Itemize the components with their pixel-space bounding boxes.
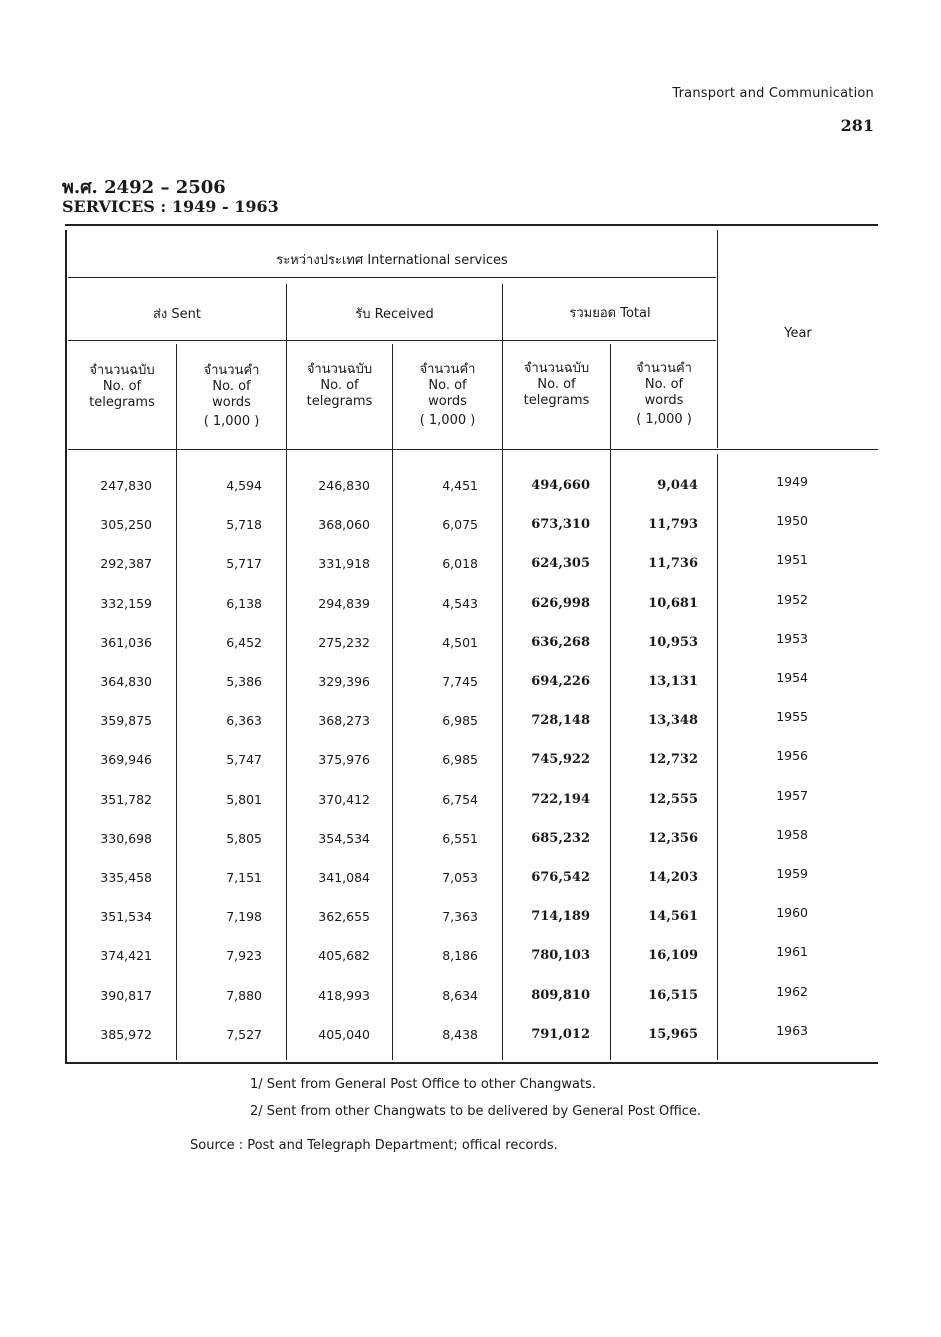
received-telegrams-cell: 329,396 (318, 674, 370, 689)
year-cell: 1951 (776, 552, 808, 567)
sent-words-cell: 7,923 (226, 948, 262, 963)
total-telegrams-cell: 626,998 (531, 596, 590, 611)
total-words-cell: 12,356 (648, 831, 698, 846)
year-cell: 1949 (776, 474, 808, 489)
year-cell: 1963 (776, 1023, 808, 1038)
total-telegrams-cell: 728,148 (531, 713, 590, 728)
sent-telegrams-cell: 359,875 (100, 713, 152, 728)
year-cell: 1959 (776, 866, 808, 881)
received-words-cell: 4,543 (442, 596, 478, 611)
received-words-cell: 6,985 (442, 752, 478, 767)
sent-telegrams-cell: 335,458 (100, 870, 152, 885)
col-received-words-header (393, 362, 502, 429)
total-words-cell: 13,131 (648, 674, 698, 689)
sent-words-cell: 4,594 (226, 478, 262, 493)
total-words-cell: 14,561 (648, 909, 698, 924)
subgroup-header-rule (68, 340, 716, 341)
sent-words-cell: 7,198 (226, 909, 262, 924)
sent-words-cell: 6,363 (226, 713, 262, 728)
header-en2: telegrams (306, 394, 373, 409)
sent-header: ส่ง Sent (152, 307, 201, 322)
header-thai: จำนวนฉบับ (89, 363, 155, 378)
footnote-2: 2/ Sent from other Changwats to be delivered by General Post Office. (250, 1104, 702, 1119)
total-telegrams-cell: 624,305 (531, 556, 590, 571)
received-telegrams-cell: 405,682 (318, 948, 370, 963)
received-words-cell: 8,186 (442, 948, 478, 963)
received-telegrams-cell: 246,830 (318, 478, 370, 493)
total-telegrams-cell: 780,103 (531, 948, 590, 963)
header-thai: จำนวนฉบับ (523, 361, 590, 376)
total-words-cell: 12,732 (648, 752, 698, 767)
header-en1: No. of (644, 377, 684, 392)
group-header-rule (68, 277, 716, 278)
received-words-cell: 6,075 (442, 517, 478, 532)
received-words-cell: 6,754 (442, 792, 478, 807)
total-words-cell: 12,555 (648, 792, 698, 807)
total-words-cell: 11,793 (648, 517, 698, 532)
received-words-cell: 7,363 (442, 909, 478, 924)
header-en1: No. of (212, 379, 251, 394)
sent-telegrams-cell: 351,782 (100, 792, 152, 807)
total-words-cell: 16,515 (648, 988, 698, 1003)
sent-telegrams-cell: 247,830 (100, 478, 152, 493)
received-words-cell: 6,018 (442, 556, 478, 571)
sent-words-cell: 7,880 (226, 988, 262, 1003)
sent-telegrams-cell: 361,036 (100, 635, 152, 650)
received-words-cell: 7,053 (442, 870, 478, 885)
total-header: รวมยอด Total (569, 306, 651, 321)
header-thai: จำนวนคำ (203, 363, 260, 378)
header-en2: words (212, 395, 251, 410)
sent-words-cell: 5,718 (226, 517, 262, 532)
header-en1: No. of (428, 378, 467, 393)
received-words-cell: 4,501 (442, 635, 478, 650)
sent-words-cell: 6,138 (226, 596, 262, 611)
year-cell: 1955 (776, 709, 808, 724)
total-words-cell: 11,736 (648, 556, 698, 571)
header-thai: จำนวนคำ (636, 361, 692, 376)
year-cell: 1961 (776, 944, 808, 959)
table-title-thai: พ.ศ. 2492 – 2506 (62, 177, 226, 198)
header-en2: words (644, 393, 684, 408)
year-cell: 1953 (776, 631, 808, 646)
header-unit: ( 1,000 ) (203, 414, 260, 429)
total-words-cell: 10,953 (648, 635, 698, 650)
sent-words-cell: 7,527 (226, 1027, 262, 1042)
total-telegrams-cell: 722,194 (531, 792, 590, 807)
sent-words-cell: 5,801 (226, 792, 262, 807)
col-total-telegrams-header (503, 361, 610, 409)
sent-telegrams-cell: 364,830 (100, 674, 152, 689)
total-telegrams-cell: 714,189 (531, 909, 590, 924)
header-en1: No. of (102, 379, 142, 394)
year-cell: 1962 (776, 984, 808, 999)
sent-telegrams-cell: 305,250 (100, 517, 152, 532)
total-words-cell: 13,348 (648, 713, 698, 728)
header-unit: ( 1,000 ) (419, 413, 476, 428)
received-telegrams-cell: 370,412 (318, 792, 370, 807)
sent-telegrams-cell: 385,972 (100, 1027, 152, 1042)
sent-words-cell: 5,386 (226, 674, 262, 689)
received-header: รับ Received (355, 307, 434, 322)
received-telegrams-cell: 275,232 (318, 635, 370, 650)
header-en1: No. of (320, 378, 359, 393)
sent-words-cell: 6,452 (226, 635, 262, 650)
col-sent-words-header (177, 363, 286, 430)
total-telegrams-cell: 694,226 (531, 674, 590, 689)
received-words-cell: 6,551 (442, 831, 478, 846)
received-words-cell: 4,451 (442, 478, 478, 493)
col-total-words-header (611, 361, 717, 428)
table-top-rule (65, 224, 878, 226)
total-telegrams-cell: 685,232 (531, 831, 590, 846)
footnote-1: 1/ Sent from General Post Office to other Changwats. (250, 1077, 596, 1092)
sent-words-cell: 7,151 (226, 870, 262, 885)
col-received-telegrams-header (287, 362, 392, 410)
header-thai: จำนวนฉบับ (306, 362, 373, 377)
received-telegrams-cell: 362,655 (318, 909, 370, 924)
header-en1: No. of (537, 377, 576, 392)
sent-words-cell: 5,717 (226, 556, 262, 571)
total-telegrams-cell: 636,268 (531, 635, 590, 650)
received-words-cell: 8,438 (442, 1027, 478, 1042)
total-telegrams-cell: 809,810 (531, 988, 590, 1003)
total-words-cell: 15,965 (648, 1027, 698, 1042)
total-telegrams-cell: 494,660 (531, 478, 590, 493)
year-cell: 1957 (776, 788, 808, 803)
total-words-cell: 14,203 (648, 870, 698, 885)
year-cell: 1956 (776, 748, 808, 763)
header-thai: จำนวนคำ (419, 362, 476, 377)
sent-words-cell: 5,747 (226, 752, 262, 767)
year-cell: 1958 (776, 827, 808, 842)
received-words-cell: 6,985 (442, 713, 478, 728)
header-en2: words (428, 394, 467, 409)
total-telegrams-cell: 745,922 (531, 752, 590, 767)
received-telegrams-cell: 354,534 (318, 831, 370, 846)
total-telegrams-cell: 676,542 (531, 870, 590, 885)
total-words-cell: 10,681 (648, 596, 698, 611)
sent-telegrams-cell: 369,946 (100, 752, 152, 767)
received-telegrams-cell: 418,993 (318, 988, 370, 1003)
header-bottom-rule (68, 449, 878, 450)
sent-telegrams-cell: 292,387 (100, 556, 152, 571)
table-bottom-rule (65, 1062, 878, 1064)
sent-telegrams-cell: 374,421 (100, 948, 152, 963)
received-telegrams-cell: 331,918 (318, 556, 370, 571)
total-telegrams-cell: 673,310 (531, 517, 590, 532)
received-telegrams-cell: 405,040 (318, 1027, 370, 1042)
received-telegrams-cell: 294,839 (318, 596, 370, 611)
year-cell: 1960 (776, 905, 808, 920)
header-unit: ( 1,000 ) (636, 412, 692, 427)
sent-words-cell: 5,805 (226, 831, 262, 846)
header-en2: telegrams (89, 395, 155, 410)
sent-telegrams-cell: 330,698 (100, 831, 152, 846)
sent-telegrams-cell: 332,159 (100, 596, 152, 611)
year-cell: 1950 (776, 513, 808, 528)
year-cell: 1952 (776, 592, 808, 607)
total-words-cell: 16,109 (648, 948, 698, 963)
section-title: Transport and Communication (672, 86, 874, 101)
col-sent-telegrams-header (68, 363, 176, 411)
received-words-cell: 8,634 (442, 988, 478, 1003)
page-number: 281 (840, 116, 874, 135)
year-header: Year (784, 326, 812, 341)
received-telegrams-cell: 368,060 (318, 517, 370, 532)
header-en2: telegrams (523, 393, 590, 408)
total-telegrams-cell: 791,012 (531, 1027, 590, 1042)
received-telegrams-cell: 368,273 (318, 713, 370, 728)
received-telegrams-cell: 375,976 (318, 752, 370, 767)
received-words-cell: 7,745 (442, 674, 478, 689)
sent-telegrams-cell: 390,817 (100, 988, 152, 1003)
year-cell: 1954 (776, 670, 808, 685)
sent-telegrams-cell: 351,534 (100, 909, 152, 924)
table-title-english: SERVICES : 1949 - 1963 (62, 197, 279, 216)
international-services-header: ระหว่างประเทศ International services (276, 253, 508, 268)
received-telegrams-cell: 341,084 (318, 870, 370, 885)
source-note: Source : Post and Telegraph Department; offical records. (190, 1138, 558, 1153)
total-words-cell: 9,044 (657, 478, 698, 493)
